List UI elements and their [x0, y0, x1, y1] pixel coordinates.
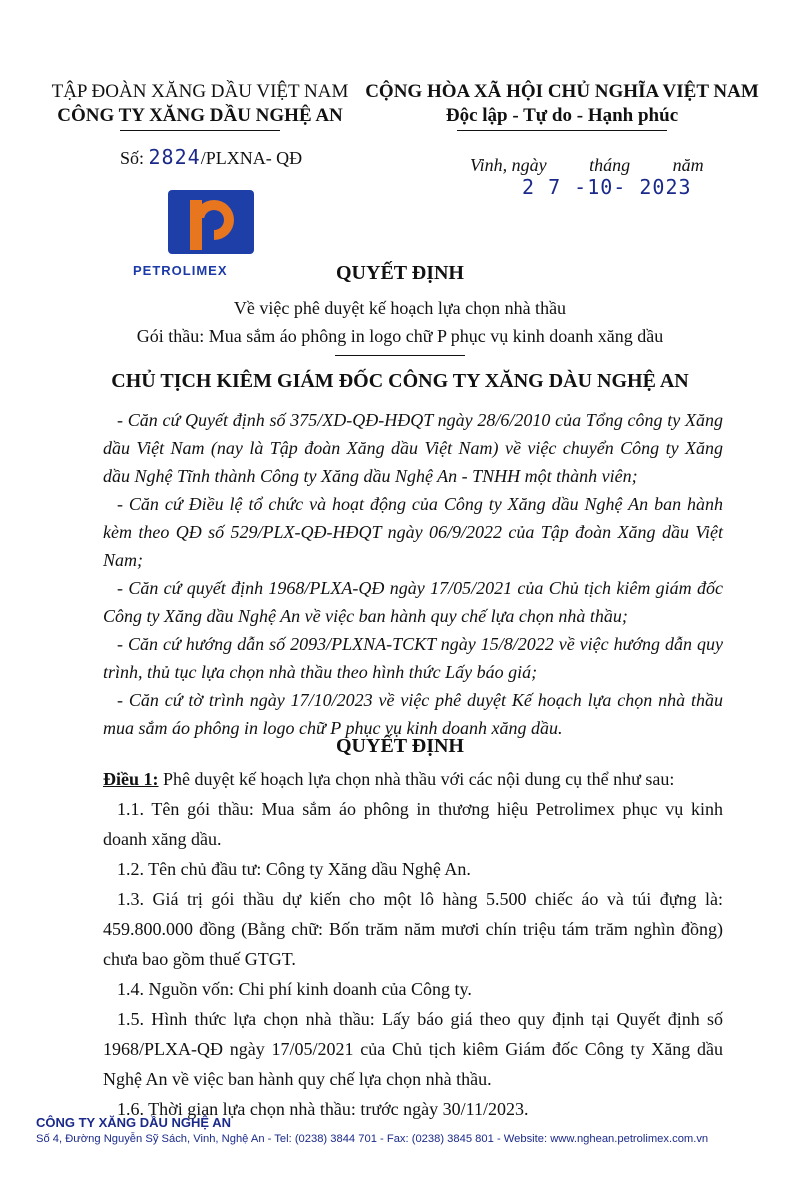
decision-content: [103, 764, 723, 1124]
decision-title: QUYẾT ĐỊNH: [336, 262, 464, 284]
year-label: năm: [672, 155, 704, 175]
article-item: 1.4. Nguồn vốn: Chi phí kinh doanh của Công ty.: [117, 979, 472, 999]
decision-subject: Về việc phê duyệt kế hoạch lựa chọn nhà thầu: [233, 298, 567, 318]
doc-number-prefix: Số:: [120, 148, 145, 168]
article-item: 1.3. Giá trị gói thầu dự kiến cho một lô hàng 5.500 chiếc áo và túi đựng là: 459.800.000 đồng (Bằng chữ: Bốn trăm năm mươi chín triệu tám trăm nghìn đồng) chưa bao gồm thuế GTGT.: [103, 889, 723, 969]
doc-number-suffix: /PLXNA- QĐ: [200, 148, 303, 168]
place-date-line: [470, 155, 704, 176]
article-1: [103, 764, 723, 794]
package-subject: Gói thầu: Mua sắm áo phông in logo chữ P phục vụ kinh doanh xăng dầu: [136, 326, 664, 346]
article-item: 1.1. Tên gói thầu: Mua sắm áo phông in thương hiệu Petrolimex phục vụ kinh doanh xăng dầu.: [103, 799, 723, 849]
place-label: Vinh, ngày: [470, 155, 547, 175]
authority-title: CHỦ TỊCH KIÊM GIÁM ĐỐC CÔNG TY XĂNG DÀU NGHỆ AN: [111, 370, 689, 392]
parent-organization: TẬP ĐOÀN XĂNG DẦU VIỆT NAM: [51, 81, 349, 102]
handwritten-date: 2 7 -10- 2023: [522, 175, 692, 199]
subject-underline: [335, 355, 465, 356]
article-1-text: Phê duyệt kế hoạch lựa chọn nhà thầu với các nội dung cụ thể như sau:: [158, 769, 675, 789]
company-underline: [120, 130, 280, 131]
decision-heading: QUYẾT ĐỊNH: [336, 735, 464, 757]
legal-bases: [103, 406, 723, 742]
document-number: [120, 145, 302, 169]
doc-number-handwritten: 2824: [148, 145, 201, 169]
article-1-label: Điều 1:: [103, 769, 159, 789]
legal-basis-item: - Căn cứ Điều lệ tổ chức và hoạt động của Công ty Xăng dầu Nghệ An ban hành kèm theo QĐ số 529/PLX-QĐ-HĐQT ngày 06/9/2022 của Tập đoàn Xăng dầu Việt Nam;: [103, 494, 723, 570]
national-motto: Độc lập - Tự do - Hạnh phúc: [445, 105, 679, 126]
footer-address: Số 4, Đường Nguyễn Sỹ Sách, Vinh, Nghệ An - Tel: (0238) 3844 701 - Fax: (0238) 3845 801 - Website: www.nghean.petrolimex.com.vn: [36, 1133, 709, 1145]
legal-basis-item: - Căn cứ hướng dẫn số 2093/PLXNA-TCKT ngày 15/8/2022 về việc hướng dẫn quy trình, thủ tục lựa chọn nhà thầu theo hình thức Lấy báo giá;: [103, 634, 723, 682]
logo-wordmark: PETROLIMEX: [133, 263, 228, 278]
month-label: tháng: [589, 155, 631, 175]
issuing-authority: [40, 80, 360, 131]
motto-underline: [457, 130, 667, 131]
article-item: 1.5. Hình thức lựa chọn nhà thầu: Lấy báo giá theo quy định tại Quyết định số 1968/PLXA-QĐ ngày 17/05/2021 của Chủ tịch kiêm Giám đốc Công ty Xăng dầu Nghệ An về việc ban hành quy chế lựa chọn nhà thầu.: [103, 1009, 723, 1089]
legal-basis-item: - Căn cứ tờ trình ngày 17/10/2023 về việc phê duyệt Kế hoạch lựa chọn nhà thầu mua sắm áo phông in logo chữ P phục vụ kinh doanh xăng dầu.: [103, 690, 723, 738]
footer-company: CÔNG TY XĂNG DẦU NGHỆ AN: [36, 1115, 232, 1130]
article-item: 1.6. Thời gian lựa chọn nhà thầu: trước ngày 30/11/2023.: [117, 1099, 529, 1119]
legal-basis-item: - Căn cứ quyết định 1968/PLXA-QĐ ngày 17/05/2021 của Chủ tịch kiêm giám đốc Công ty Xăng dầu Nghệ An về việc ban hành quy chế lựa chọn nhà thầu;: [103, 578, 723, 626]
republic-title: CỘNG HÒA XÃ HỘI CHỦ NGHĨA VIỆT NAM: [365, 81, 759, 102]
national-header: [362, 80, 762, 131]
petrolimex-logo-icon: [168, 190, 254, 254]
article-item: 1.2. Tên chủ đầu tư: Công ty Xăng dầu Nghệ An.: [117, 859, 471, 879]
company-name: CÔNG TY XĂNG DẦU NGHỆ AN: [57, 105, 343, 126]
legal-basis-item: - Căn cứ Quyết định số 375/XD-QĐ-HĐQT ngày 28/6/2010 của Tổng công ty Xăng dầu Việt Nam (nay là Tập đoàn Xăng dầu Việt Nam) về việc chuyển Công ty Xăng dầu Nghệ Tĩnh thành Công ty Xăng dầu Nghệ An - TNHH một thành viên;: [103, 410, 723, 486]
